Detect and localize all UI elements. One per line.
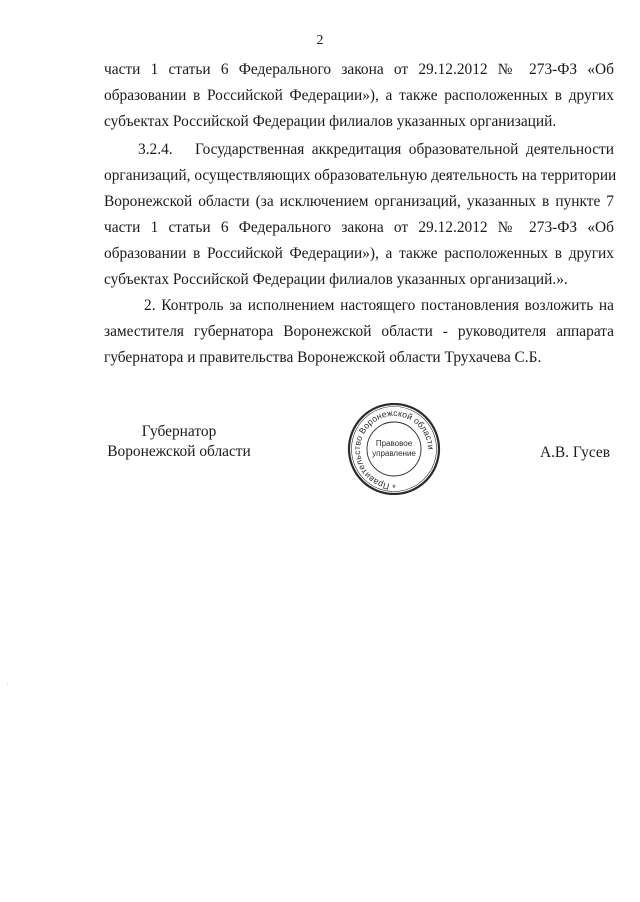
stamp-star: * [392, 483, 396, 493]
stamp-ring-text: Правительство Воронежской области [351, 407, 437, 492]
text-line: образовании в Российской Федерации»), а также расположенных в других [104, 245, 614, 262]
signatory-position [104, 422, 254, 462]
text-line: субъектах Российской Федерации филиалов указанных организаций. [104, 113, 557, 130]
stamp-center-line: управление [372, 449, 416, 458]
clause-3-2-4 [104, 137, 617, 293]
clause-2 [104, 293, 614, 371]
paragraph-continuation [104, 57, 614, 135]
text-line: заместителя губернатора Воронежской области - руководителя аппарата [104, 323, 614, 340]
text-line: 3.2.4. Государственная аккредитация образовательной деятельности [138, 141, 614, 158]
text-line: части 1 статьи 6 Федерального закона от 29.12.2012 № 273-ФЗ «Об [104, 61, 614, 78]
text-line: части 1 статьи 6 Федерального закона от 29.12.2012 № 273-ФЗ «Об [104, 219, 614, 236]
scan-speck [7, 683, 8, 684]
text-line: образовании в Российской Федерации»), а также расположенных в других [104, 87, 614, 104]
text-line: губернатора и правительства Воронежской области Трухачева С.Б. [104, 349, 542, 366]
stamp-center-line: Правовое [375, 439, 413, 448]
text-line: Воронежской области (за исключением организаций, указанных в пункте 7 [104, 193, 614, 210]
signatory-position-line: Губернатор [141, 423, 217, 440]
signatory-position-line: Воронежской области [107, 443, 251, 460]
page-number: 2 [316, 33, 324, 48]
signatory-name: А.В. Гусев [539, 444, 610, 461]
official-stamp [343, 403, 445, 495]
text-line: 2. Контроль за исполнением настоящего постановления возложить на [144, 297, 614, 314]
text-line: организаций, осуществляющих образовательную деятельность на территории [104, 167, 617, 184]
text-line: субъектах Российской Федерации филиалов указанных организаций.». [104, 271, 568, 288]
